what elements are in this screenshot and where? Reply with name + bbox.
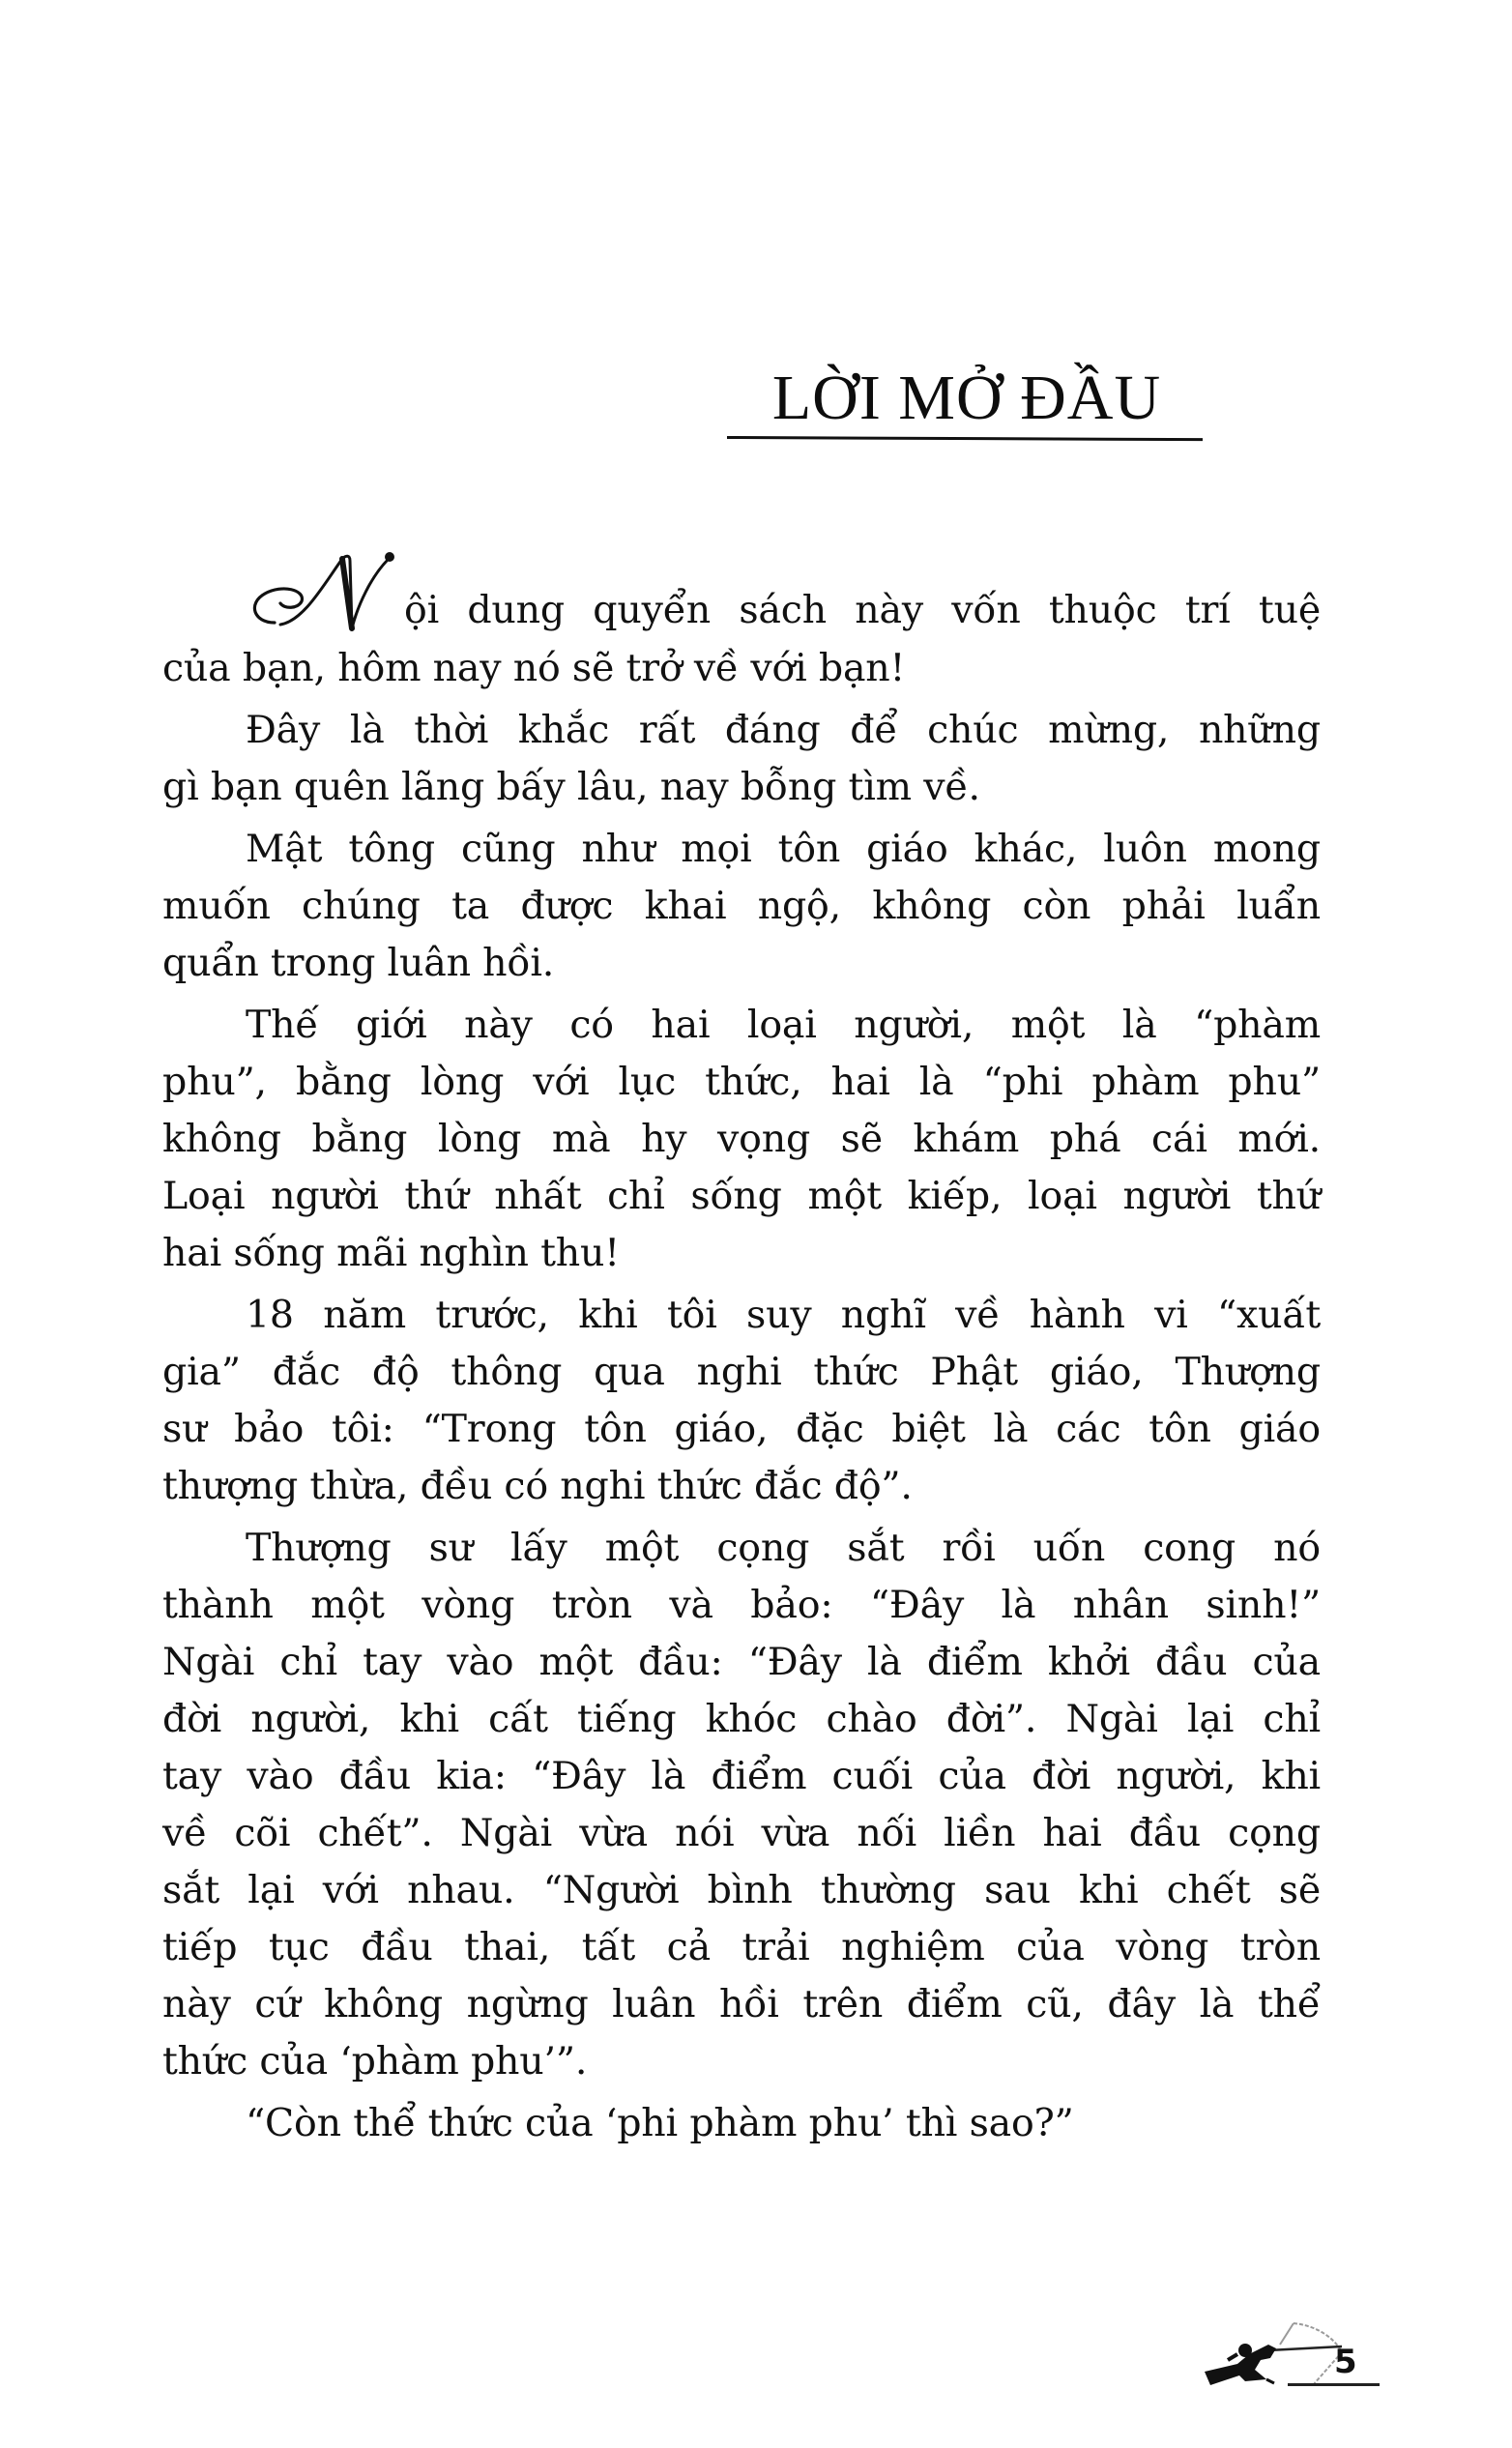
text-line: Thế giới này có hai loại người, một là “phàm — [246, 1003, 1321, 1047]
text-line-content: ội dung quyển sách này vốn thuộc trí tuệ — [404, 588, 1321, 632]
text-line: thức của ‘phàm phu’”. — [162, 2039, 588, 2084]
page-number-underline — [1288, 2383, 1380, 2386]
text-line: sư bảo tôi: “Trong tôn giáo, đặc biệt là các tôn giáo — [162, 1407, 1321, 1451]
body-text — [162, 580, 1321, 2152]
page-number: 5 — [1334, 2343, 1357, 2381]
text-line: thượng thừa, đều có nghi thức đắc độ”. — [162, 1464, 913, 1508]
paragraph — [162, 997, 1321, 1282]
paragraph — [162, 1287, 1321, 1515]
text-line: của bạn, hôm nay nó sẽ trở về với bạn! — [162, 646, 906, 690]
text-line: gia” đắc độ thông qua nghi thức Phật giáo, Thượng — [162, 1350, 1321, 1394]
text-line: gì bạn quên lãng bấy lâu, nay bỗng tìm về. — [162, 765, 980, 809]
text-line: tay vào đầu kia: “Đây là điểm cuối của đời người, khi — [162, 1754, 1321, 1798]
text-line: muốn chúng ta được khai ngộ, không còn phải luẩn — [162, 884, 1321, 928]
text-line: Ngài chỉ tay vào một đầu: “Đây là điểm khởi đầu của — [162, 1640, 1321, 1684]
text-line: tiếp tục đầu thai, tất cả trải nghiệm của vòng tròn — [162, 1925, 1321, 1969]
archer-icon — [1199, 2316, 1344, 2393]
page-footer — [1199, 2316, 1382, 2393]
paragraph — [162, 1520, 1321, 2090]
text-line: Thượng sư lấy một cọng sắt rồi uốn cong nó — [246, 1526, 1321, 1570]
paragraph — [162, 702, 1321, 816]
text-line: quẩn trong luân hồi. — [162, 941, 555, 985]
text-line: “Còn thể thức của ‘phi phàm phu’ thì sao?” — [246, 2101, 1074, 2145]
text-line — [162, 580, 1321, 640]
text-line: 18 năm trước, khi tôi suy nghĩ về hành vi “xuất — [246, 1293, 1321, 1337]
drop-cap-n-icon — [246, 547, 400, 636]
text-line: Mật tông cũng như mọi tôn giáo khác, luôn mong — [246, 827, 1321, 871]
text-line: Đây là thời khắc rất đáng để chúc mừng, những — [246, 708, 1321, 752]
text-line: này cứ không ngừng luân hồi trên điểm cũ, đây là thể — [162, 1982, 1321, 2026]
page-title: LỜI MỞ ĐẦU — [771, 363, 1162, 433]
text-line: thành một vòng tròn và bảo: “Đây là nhân sinh!” — [162, 1583, 1321, 1627]
paragraph — [162, 2095, 1321, 2152]
paragraph — [162, 580, 1321, 697]
paragraph — [162, 821, 1321, 992]
text-line: về cõi chết”. Ngài vừa nói vừa nối liền hai đầu cọng — [162, 1811, 1321, 1855]
text-line: đời người, khi cất tiếng khóc chào đời”. Ngài lại chỉ — [162, 1697, 1321, 1741]
text-line: Loại người thứ nhất chỉ sống một kiếp, loại người thứ — [162, 1174, 1321, 1218]
text-line: phu”, bằng lòng với lục thức, hai là “phi phàm phu” — [162, 1060, 1321, 1104]
text-line: hai sống mãi nghìn thu! — [162, 1231, 620, 1275]
text-line: sắt lại với nhau. “Người bình thường sau khi chết sẽ — [162, 1868, 1321, 1912]
text-line: không bằng lòng mà hy vọng sẽ khám phá cái mới. — [162, 1117, 1321, 1161]
